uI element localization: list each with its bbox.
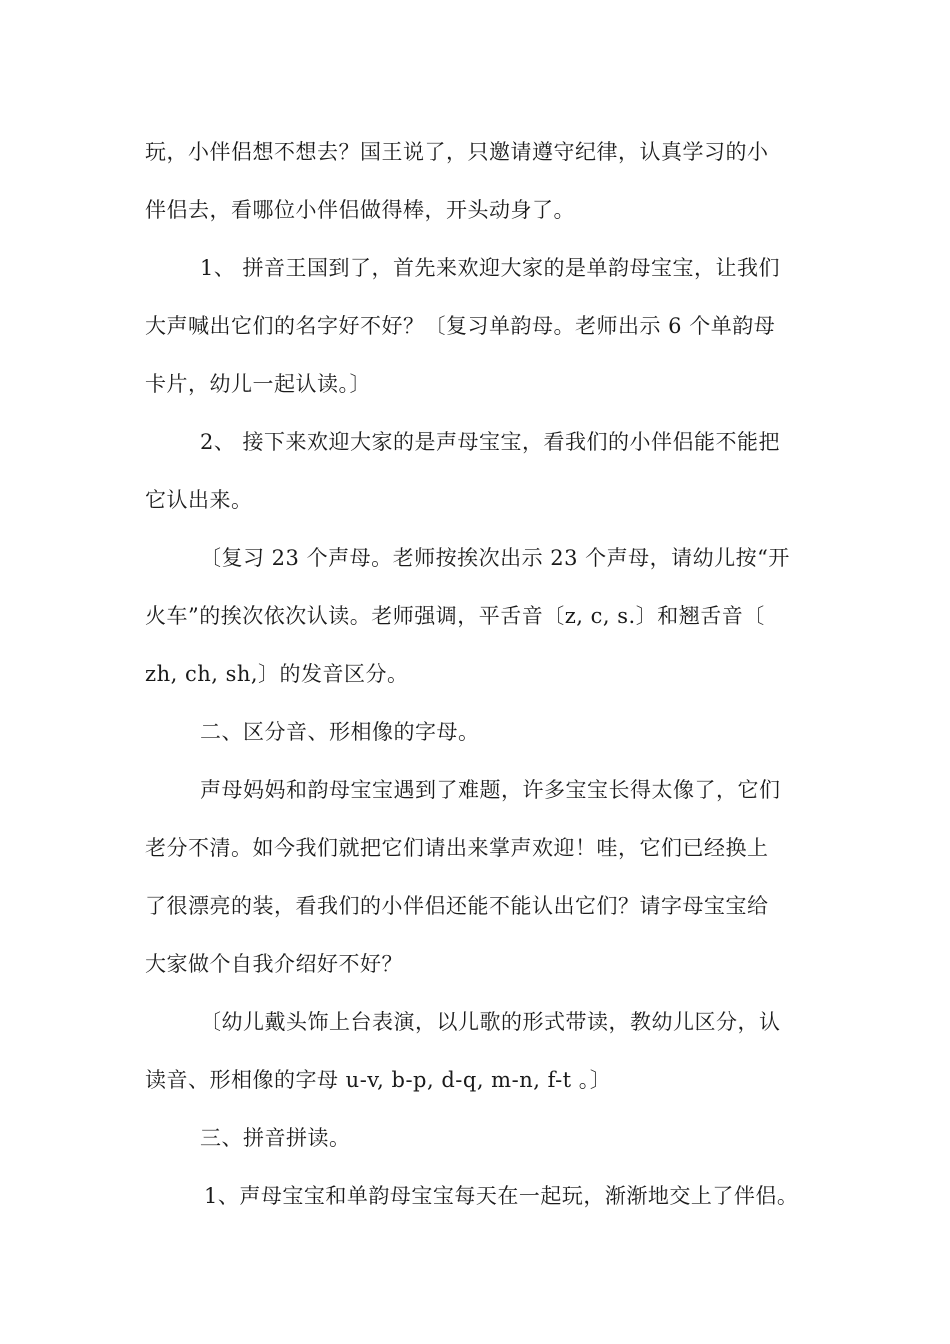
list-item-2: 2、 接下来欢迎大家的是声母宝宝，看我们的小伴侣能不能把 — [200, 430, 781, 454]
text-line: zh, ch, sh,〕的发音区分。 — [145, 662, 409, 686]
text-line: 卡片，幼儿一起认读。〕 — [145, 372, 371, 396]
text-line: 老分不清。如今我们就把它们请出来掌声欢迎！哇，它们已经换上 — [145, 836, 769, 860]
paragraph-start: 〔复习 23 个声母。老师按挨次出示 23 个声母，请幼儿按“开 — [200, 546, 790, 570]
list-item-3-1: 1、声母宝宝和单韵母宝宝每天在一起玩，渐渐地交上了伴侣。 — [204, 1184, 799, 1208]
text-line: 了很漂亮的装，看我们的小伴侣还能不能认出它们？请字母宝宝给 — [145, 894, 769, 918]
text-line: 大声喊出它们的名字好不好？〔复习单韵母。老师出示 6 个单韵母 — [145, 314, 776, 338]
section-heading-2: 二、区分音、形相像的字母。 — [200, 720, 480, 744]
paragraph-start: 〔幼儿戴头饰上台表演，以儿歌的形式带读，教幼儿区分，认 — [200, 1010, 781, 1034]
paragraph-start: 声母妈妈和韵母宝宝遇到了难题，许多宝宝长得太像了，它们 — [200, 778, 781, 802]
list-item-1: 1、 拼音王国到了，首先来欢迎大家的是单韵母宝宝，让我们 — [200, 256, 781, 280]
text-line: 读音、形相像的字母 u-v, b-p, d-q, m-n, f-t 。〕 — [145, 1068, 612, 1092]
section-heading-3: 三、拼音拼读。 — [200, 1126, 351, 1150]
text-line: 火车”的挨次依次认读。老师强调，平舌音〔z, c, s.〕和翘舌音〔 — [145, 604, 765, 628]
text-line: 大家做个自我介绍好不好？ — [145, 952, 403, 976]
text-line: 玩，小伴侣想不想去？国王说了，只邀请遵守纪律，认真学习的小 — [145, 140, 769, 164]
text-line: 它认出来。 — [145, 488, 253, 512]
text-line: 伴侣去，看哪位小伴侣做得棒，开头动身了。 — [145, 198, 575, 222]
